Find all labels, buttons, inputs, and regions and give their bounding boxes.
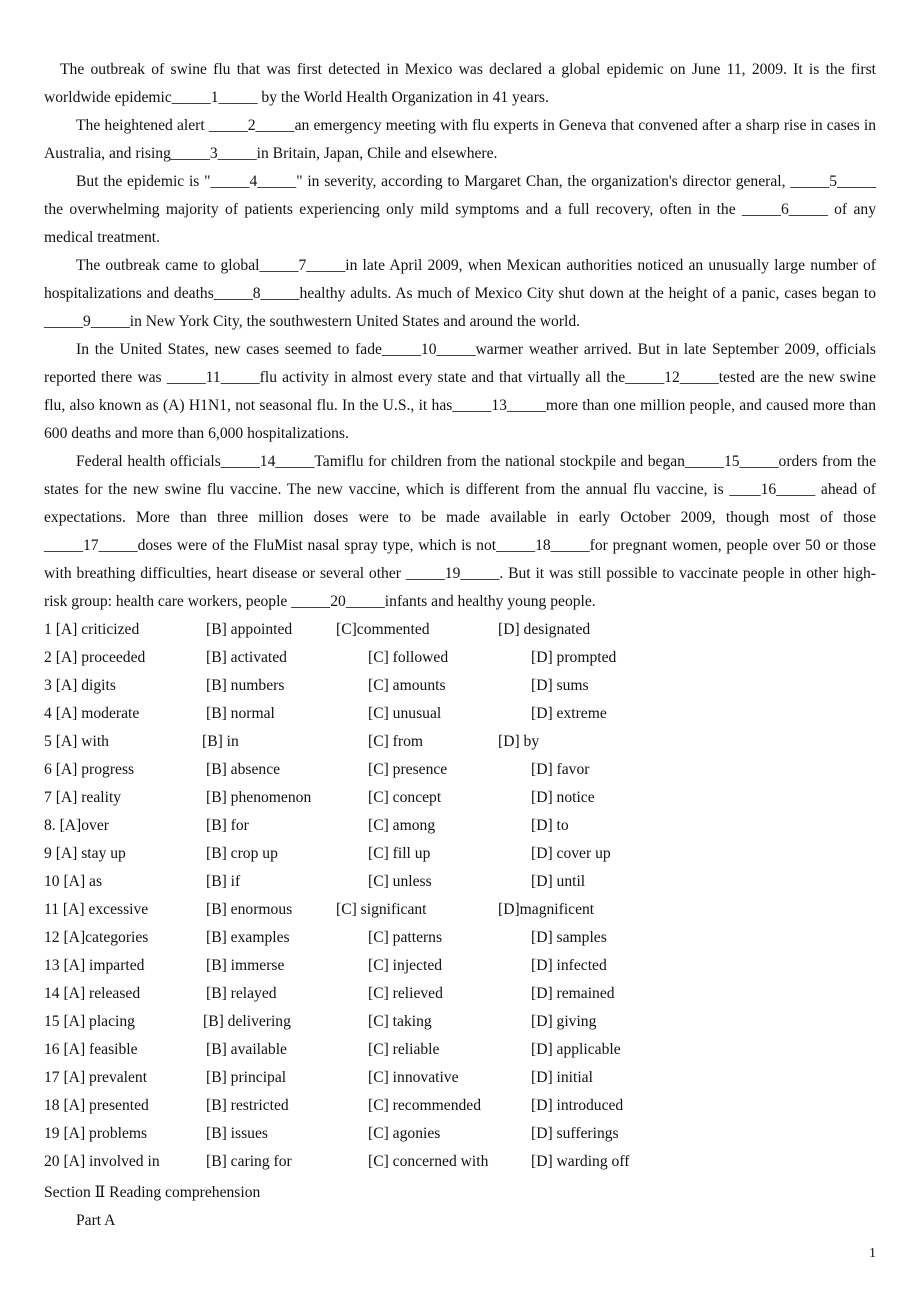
option-d: [D] extreme	[531, 705, 607, 722]
option-d: [D] remained	[531, 985, 615, 1002]
option-row-11	[44, 896, 876, 924]
option-row-12	[44, 924, 876, 952]
option-row-3	[44, 672, 876, 700]
option-d: [D] giving	[531, 1013, 597, 1030]
option-a: 12 [A]categories	[44, 929, 149, 946]
option-c: [C] patterns	[368, 929, 443, 946]
passage-paragraph-3: But the epidemic is "_____4_____" in severity, according to Margaret Chan, the organization's director general, _____5_____ the overwhelming majority of patients experiencing only mild symptoms and a full recovery, often in the _____6_____ of any medical treatment.	[44, 173, 876, 246]
passage-paragraph-5: In the United States, new cases seemed to fade_____10_____warmer weather arrived. But in late September 2009, officials reported there was _____11_____flu activity in almost every state and that virtually all the_____12_____tested are the new swine flu, also known as (A) H1N1, not seasonal flu. In the U.S., it has_____13_____more than one million people, and caused more than 600 deaths and more than 6,000 hospitalizations.	[44, 341, 876, 442]
option-row-16	[44, 1036, 876, 1064]
option-a: 11 [A] excessive	[44, 901, 149, 918]
option-b: [B] absence	[206, 761, 281, 778]
option-d: [D] cover up	[531, 845, 611, 862]
option-a: 16 [A] feasible	[44, 1041, 138, 1058]
option-d: [D] introduced	[531, 1097, 624, 1114]
option-b: [B] issues	[206, 1125, 268, 1142]
option-b: [B] examples	[206, 929, 290, 946]
section-title: Section Ⅱ Reading comprehension	[44, 1184, 261, 1201]
option-b: [B] principal	[206, 1069, 287, 1086]
option-d: [D] sums	[531, 677, 589, 694]
option-a: 7 [A] reality	[44, 789, 122, 806]
option-a: 19 [A] problems	[44, 1125, 148, 1142]
option-d: [D] by	[498, 733, 540, 750]
passage-paragraph-2: The heightened alert _____2_____an emergency meeting with flu experts in Geneva that convened after a sharp rise in cases in Australia, and rising_____3_____in Britain, Japan, Chile and elsewhere.	[44, 117, 876, 162]
option-row-19	[44, 1120, 876, 1148]
option-c: [C] followed	[368, 649, 449, 666]
option-row-14	[44, 980, 876, 1008]
cloze-passage	[44, 56, 876, 616]
option-b: [B] delivering	[203, 1013, 291, 1030]
option-c: [C] recommended	[368, 1097, 482, 1114]
option-b: [B] enormous	[206, 901, 293, 918]
option-c: [C] agonies	[368, 1125, 441, 1142]
option-c: [C] presence	[368, 761, 448, 778]
passage-paragraph-1: The outbreak of swine flu that was first detected in Mexico was declared a global epidemic on June 11, 2009. It is the first worldwide epidemic_____1_____ by the World Health Organization in 41 years.	[44, 61, 876, 106]
option-b: [B] available	[206, 1041, 287, 1058]
option-d: [D] infected	[531, 957, 607, 974]
option-c: [C] taking	[368, 1013, 432, 1030]
option-a: 1 [A] criticized	[44, 621, 140, 638]
option-b: [B] numbers	[206, 677, 285, 694]
option-c: [C] from	[368, 733, 423, 750]
option-c: [C] unusual	[368, 705, 442, 722]
option-d: [D] samples	[531, 929, 607, 946]
option-d: [D] favor	[531, 761, 590, 778]
option-row-5	[44, 728, 876, 756]
option-c: [C] unless	[368, 873, 432, 890]
option-b: [B] crop up	[206, 845, 278, 862]
option-a: 14 [A] released	[44, 985, 141, 1002]
option-a: 15 [A] placing	[44, 1013, 135, 1030]
option-b: [B] restricted	[206, 1097, 289, 1114]
passage-paragraph-4: The outbreak came to global_____7_____in late April 2009, when Mexican authorities noticed an unusually large number of hospitalizations and deaths_____8_____healthy adults. As much of Mexico City shut down at the height of a panic, cases began to _____9_____in New York City, the southwestern United States and around the world.	[44, 257, 876, 330]
option-a: 5 [A] with	[44, 733, 109, 750]
option-b: [B] relayed	[206, 985, 277, 1002]
option-c: [C] reliable	[368, 1041, 440, 1058]
option-d: [D] designated	[498, 621, 591, 638]
option-c: [C] fill up	[368, 845, 431, 862]
option-a: 10 [A] as	[44, 873, 103, 890]
option-a: 3 [A] digits	[44, 677, 116, 694]
option-c: [C] injected	[368, 957, 443, 974]
option-row-1	[44, 616, 876, 644]
option-d: [D] sufferings	[531, 1125, 619, 1142]
option-b: [B] appointed	[206, 621, 293, 638]
option-row-8	[44, 812, 876, 840]
part-title: Part A	[76, 1212, 116, 1229]
option-d: [D] until	[531, 873, 586, 890]
option-d: [D] to	[531, 817, 569, 834]
option-b: [B] phenomenon	[206, 789, 312, 806]
option-row-6	[44, 756, 876, 784]
option-b: [B] normal	[206, 705, 275, 722]
option-c: [C] innovative	[368, 1069, 459, 1086]
option-a: 4 [A] moderate	[44, 705, 140, 722]
option-c: [C] concept	[368, 789, 442, 806]
option-a: 8. [A]over	[44, 817, 109, 834]
passage-paragraph-6: Federal health officials_____14_____Tamiflu for children from the national stockpile and began_____15_____orders from the states for the new swine flu vaccine. The new vaccine, which is different from the annual flu vaccine, is ____16_____ ahead of expectations. More than three million doses were to be made available in early October 2009, though most of those _____17_____doses were of the FluMist nasal spray type, which is not_____18_____for pregnant women, people over 50 or those with breathing difficulties, heart disease or several other _____19_____. But it was still possible to vaccinate people in other high-risk group: health care workers, people _____20_____infants and healthy young people.	[44, 453, 876, 610]
option-row-18	[44, 1092, 876, 1120]
option-a: 18 [A] presented	[44, 1097, 149, 1114]
option-a: 17 [A] prevalent	[44, 1069, 148, 1086]
option-d: [D] prompted	[531, 649, 617, 666]
option-d: [D] applicable	[531, 1041, 621, 1058]
option-b: [B] immerse	[206, 957, 285, 974]
option-row-15	[44, 1008, 876, 1036]
option-b: [B] caring for	[206, 1153, 292, 1170]
option-b: [B] for	[206, 817, 249, 834]
page-number: 1	[869, 1246, 876, 1261]
option-row-9	[44, 840, 876, 868]
option-b: [B] in	[202, 733, 239, 750]
option-b: [B] activated	[206, 649, 287, 666]
option-a: 13 [A] imparted	[44, 957, 145, 974]
option-c: [C] significant	[336, 901, 427, 918]
option-row-10	[44, 868, 876, 896]
option-d: [D] warding off	[531, 1153, 630, 1170]
option-d: [D] initial	[531, 1069, 593, 1086]
option-c: [C] relieved	[368, 985, 443, 1002]
option-b: [B] if	[206, 873, 241, 890]
option-row-7	[44, 784, 876, 812]
option-row-13	[44, 952, 876, 980]
option-c: [C] among	[368, 817, 436, 834]
option-c: [C] amounts	[368, 677, 446, 694]
option-a: 2 [A] proceeded	[44, 649, 146, 666]
option-row-4	[44, 700, 876, 728]
option-row-2	[44, 644, 876, 672]
option-a: 9 [A] stay up	[44, 845, 126, 862]
option-d: [D]magnificent	[498, 901, 595, 918]
answer-options	[44, 616, 876, 1176]
option-d: [D] notice	[531, 789, 595, 806]
option-a: 20 [A] involved in	[44, 1153, 160, 1170]
option-row-20	[44, 1148, 876, 1176]
option-c: [C]commented	[336, 621, 430, 638]
option-c: [C] concerned with	[368, 1153, 489, 1170]
option-a: 6 [A] progress	[44, 761, 135, 778]
option-row-17	[44, 1064, 876, 1092]
